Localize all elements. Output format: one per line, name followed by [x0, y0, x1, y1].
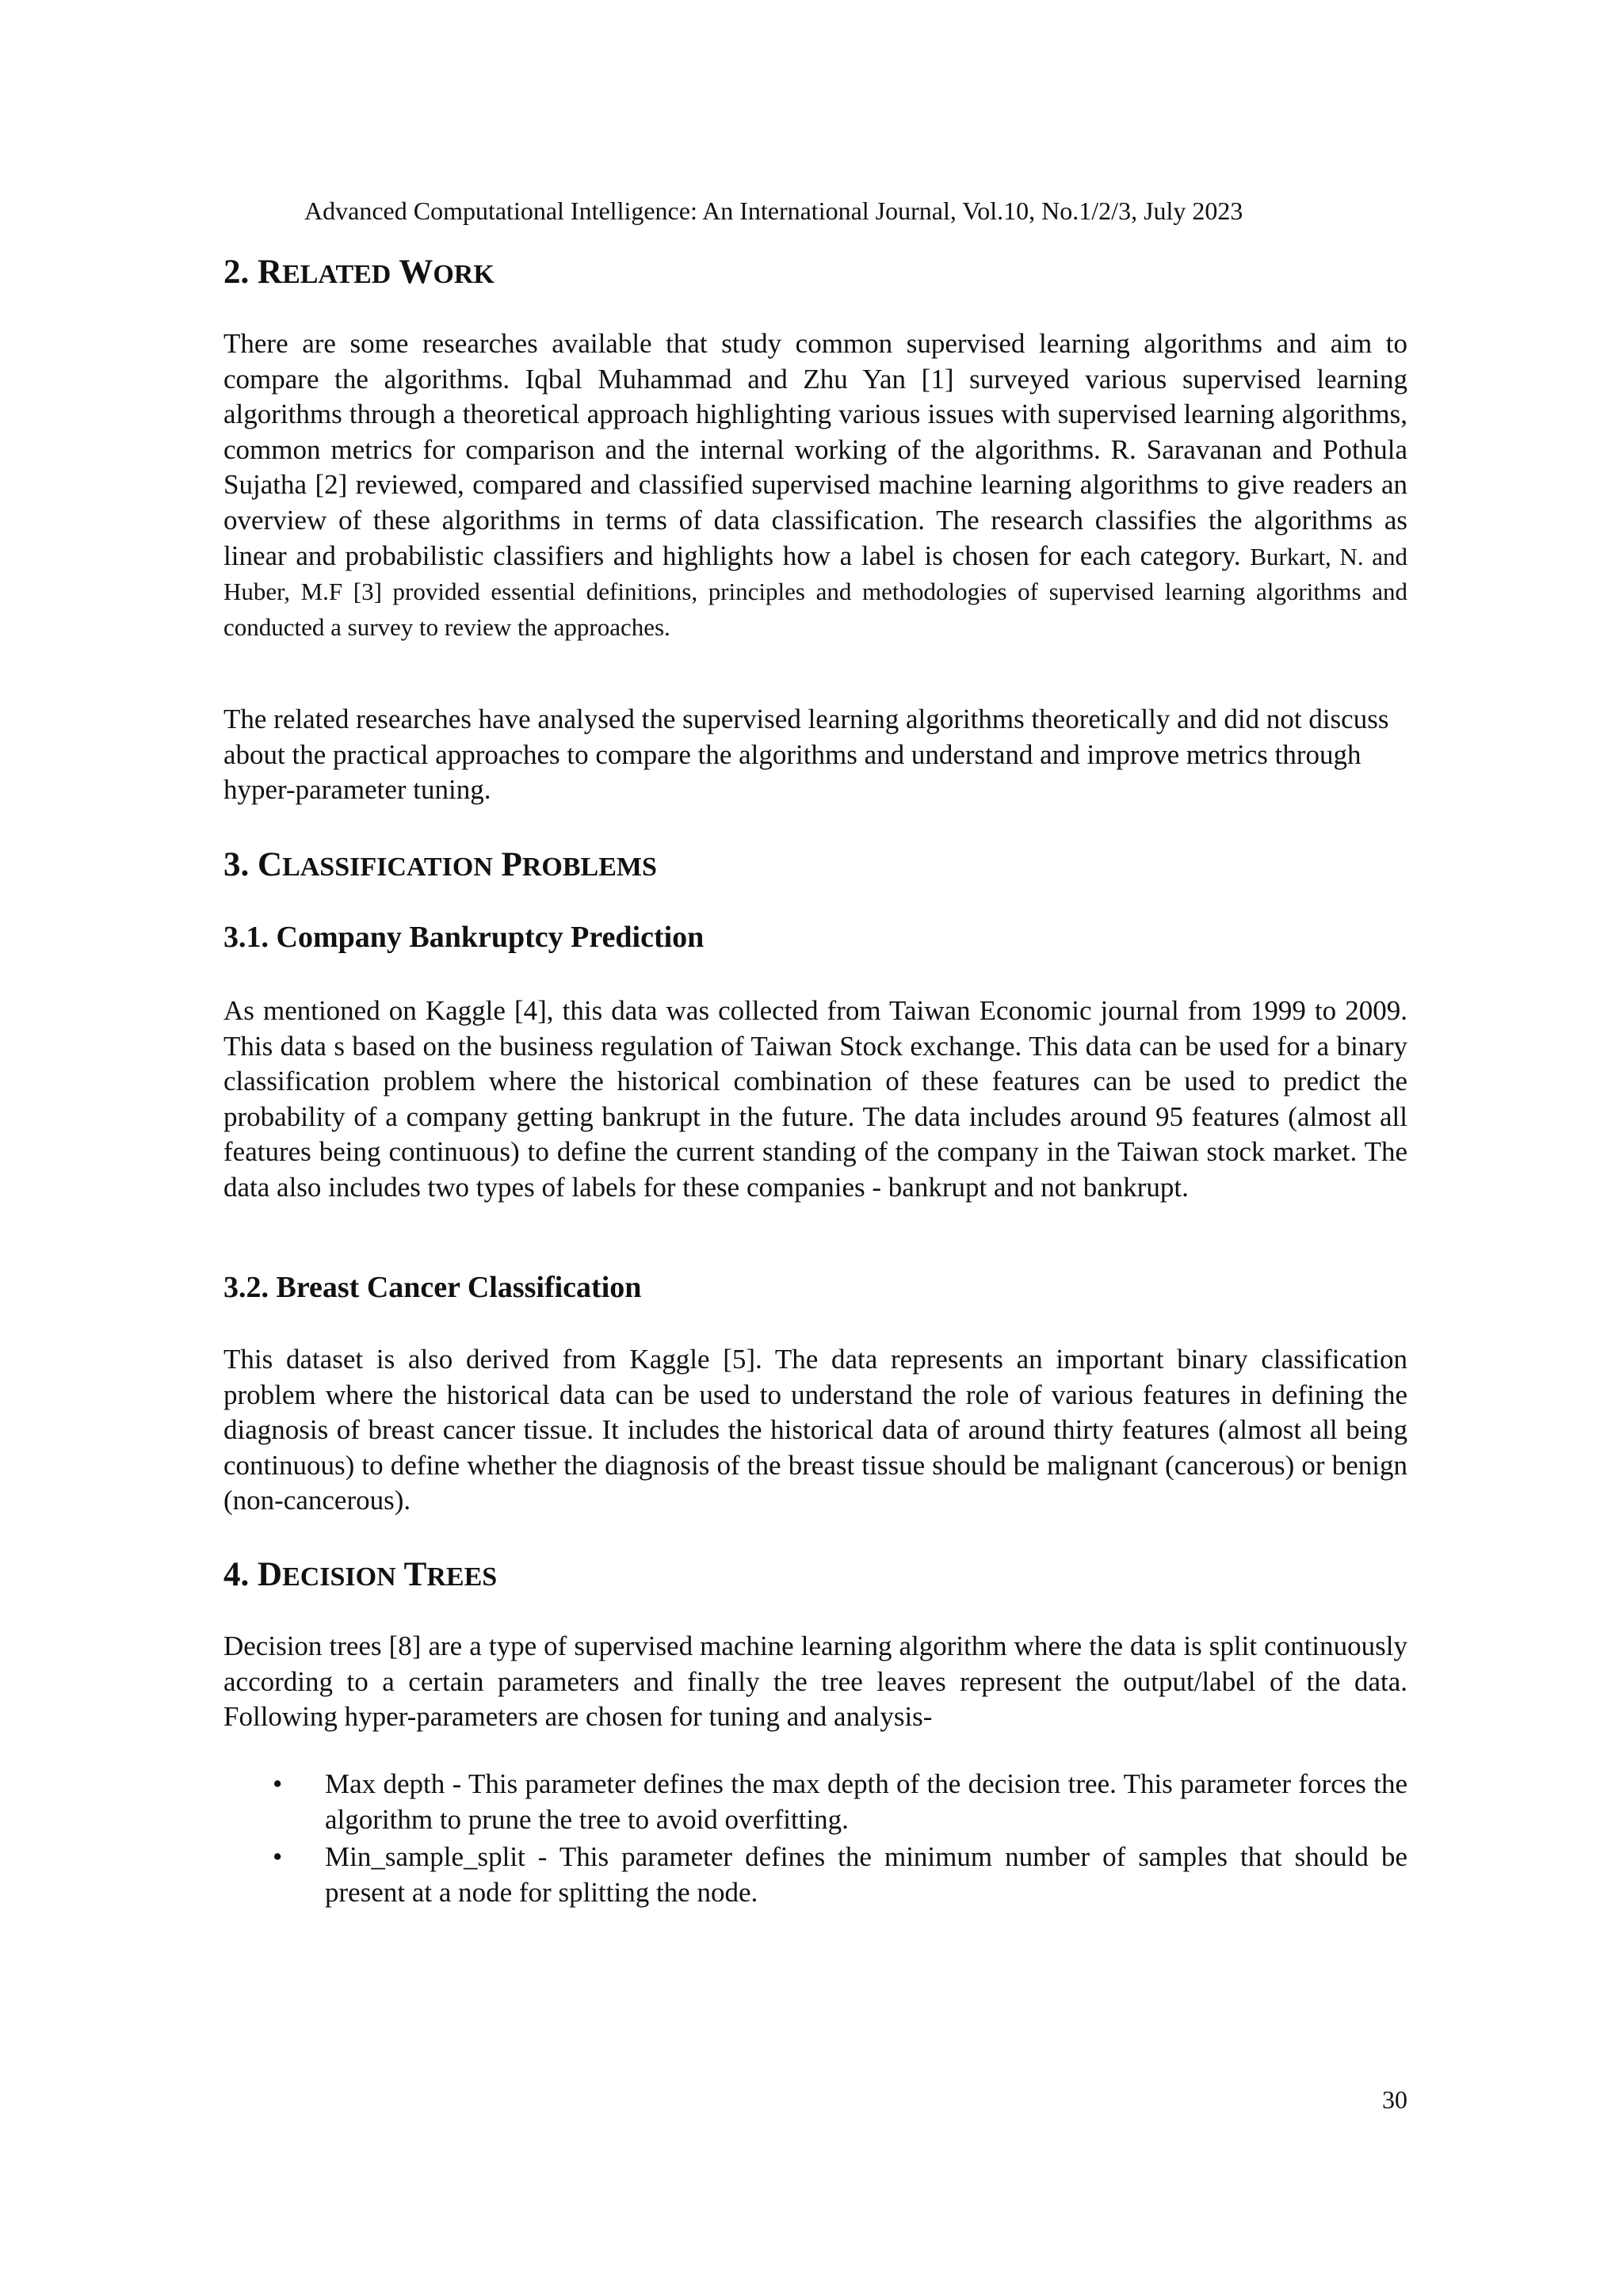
heading-initial: R: [258, 254, 283, 291]
list-item-text: Min_sample_split - This parameter defines the minimum number of samples that should be present at a node for splitting the node.: [325, 1841, 1407, 1908]
related-work-paragraph-1-citation: Burkart, N. and Huber, M.F [3] provided essential definitions, principles and methodologies of supervised learning algorithms and conducted a survey to review the approaches.: [223, 542, 1407, 641]
heading-initial: T: [403, 1556, 427, 1593]
bullet-icon: •: [273, 1768, 283, 1799]
heading-smallcaps: ECISION: [282, 1562, 396, 1592]
subsection-heading-breast-cancer: 3.2. Breast Cancer Classification: [223, 1271, 642, 1304]
related-work-paragraph-2: The related researches have analysed the supervised learning algorithms theoretically and did not discuss about the practical approaches to compare the algorithms and understand and improve metrics through hyper-parameter tuning.: [223, 704, 1389, 806]
section-number: 2.: [223, 254, 250, 291]
heading-initial: D: [258, 1556, 283, 1593]
list-item-text: Max depth - This parameter defines the max depth of the decision tree. This parameter forces the algorithm to prune the tree to avoid overfitting.: [325, 1768, 1407, 1835]
subsection-heading-bankruptcy: 3.1. Company Bankruptcy Prediction: [223, 921, 705, 954]
heading-smallcaps: ELATED: [282, 260, 391, 289]
hyperparameter-list: [223, 1767, 1407, 1913]
heading-initial: P: [501, 846, 522, 883]
section-number: 4.: [223, 1556, 250, 1593]
bullet-icon: •: [273, 1841, 283, 1873]
breast-cancer-paragraph: This dataset is also derived from Kaggle [5]. The data represents an important binary classification problem where the historical data can be used to understand the role of various features in defining the diagnosis of breast cancer tissue. It includes the historical data of around thirty features (almost all being continuous) to define whether the diagnosis of the breast tissue should be malignant (cancerous) or benign (non-cancerous).: [223, 1344, 1407, 1516]
decision-trees-paragraph: Decision trees [8] are a type of supervised machine learning algorithm where the data is split continuously according to a certain parameters and finally the tree leaves represent the output/label of the data. Following hyper-parameters are chosen for tuning and analysis-: [223, 1630, 1407, 1733]
heading-smallcaps: REES: [426, 1562, 498, 1592]
section-heading-decision-trees: [223, 1554, 497, 1598]
section-heading-related-work: [223, 252, 495, 296]
section-number: 3.: [223, 846, 250, 883]
list-item: [223, 1767, 1407, 1837]
heading-smallcaps: LASSIFICATION: [282, 852, 493, 882]
page-number: 30: [1382, 2085, 1407, 2114]
running-header: Advanced Computational Intelligence: An International Journal, Vol.10, No.1/2/3, July 2023: [304, 196, 1243, 225]
list-item: [223, 1840, 1407, 1910]
section-heading-classification-problems: [223, 845, 657, 888]
related-work-paragraph-1-main: There are some researches available that study common supervised learning algorithms and aim to compare the algorithms. Iqbal Muhammad and Zhu Yan [1] surveyed various supervised learning algorithms through a theoretical approach highlighting various issues with supervised learning algorithms, common metrics for comparison and the internal working of the algorithms. R. Saravanan and Pothula Sujatha [2] reviewed, compared and classified supervised machine learning algorithms to give readers an overview of these algorithms in terms of data classification. The research classifies the algorithms as linear and probabilistic classifiers and highlights how a label is chosen for each category.: [223, 328, 1407, 571]
heading-initial: W: [399, 254, 433, 291]
heading-smallcaps: ORK: [433, 260, 495, 289]
heading-smallcaps: ROBLEMS: [521, 852, 657, 882]
bankruptcy-paragraph: As mentioned on Kaggle [4], this data was collected from Taiwan Economic journal from 1999 to 2009. This data s based on the business regulation of Taiwan Stock exchange. This data can be used for a binary classification problem where the historical combination of these features can be used to predict the probability of a company getting bankrupt in the future. The data includes around 95 features (almost all features being continuous) to define the current standing of the company in the Taiwan stock market. The data also includes two types of labels for these companies - bankrupt and not bankrupt.: [223, 995, 1407, 1203]
related-work-paragraph-1: [223, 326, 1407, 644]
heading-initial: C: [258, 846, 283, 883]
